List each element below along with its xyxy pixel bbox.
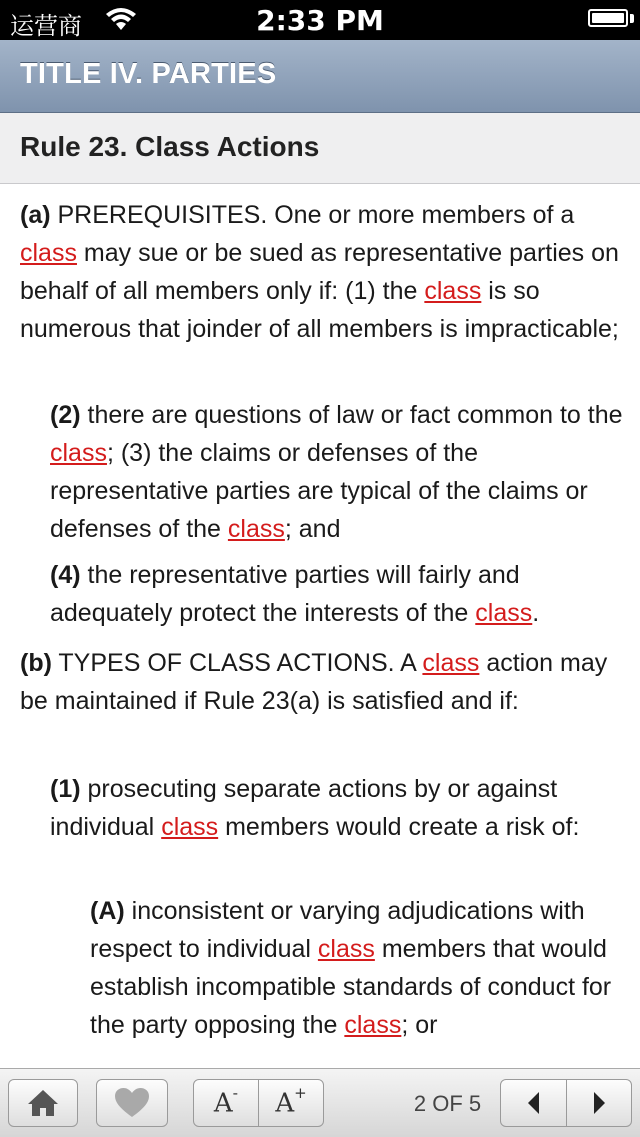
- nav-bar: [0, 40, 640, 113]
- paragraph-text: may sue or be sued as representative parties on behalf of all members only if: (1) the: [20, 239, 619, 305]
- font-increase-icon: A+: [275, 1083, 307, 1119]
- rule-title: Rule 23. Class Actions: [20, 131, 320, 162]
- paragraph-text: .: [532, 599, 540, 627]
- battery-icon: [588, 9, 628, 27]
- paragraph-text: is so numerous that joinder of all members is impracticable;: [20, 277, 619, 343]
- font-increase-button[interactable]: [258, 1079, 324, 1127]
- class-link[interactable]: class: [20, 239, 77, 267]
- paragraph-label: (1): [50, 775, 81, 803]
- paragraph-a: [20, 196, 620, 348]
- paragraph-text: members would create a risk of:: [218, 813, 580, 841]
- paragraph-text: TYPES OF CLASS ACTIONS. A: [51, 649, 423, 677]
- chevron-right-icon: [589, 1090, 609, 1116]
- paragraph-label: (a): [20, 201, 51, 229]
- class-link[interactable]: class: [424, 277, 482, 305]
- class-link[interactable]: class: [475, 599, 533, 627]
- class-link[interactable]: class: [317, 935, 375, 963]
- page-indicator: 2 OF 5: [413, 1091, 482, 1116]
- class-link[interactable]: class: [227, 515, 285, 543]
- heart-icon: [113, 1087, 151, 1119]
- next-page-button[interactable]: [566, 1079, 632, 1127]
- class-link[interactable]: class: [50, 439, 107, 467]
- paragraph-label: (4): [50, 561, 81, 589]
- class-link[interactable]: class: [161, 813, 219, 841]
- status-bar: [0, 0, 640, 40]
- home-icon: [26, 1088, 60, 1118]
- battery-nub: [630, 14, 634, 23]
- chevron-left-icon: [524, 1090, 544, 1116]
- paragraph-text: PREREQUISITES. One or more members of a: [50, 201, 575, 229]
- nav-title: TITLE IV. PARTIES: [20, 58, 277, 90]
- font-decrease-button[interactable]: [193, 1079, 259, 1127]
- carrier-label: 运营商: [10, 12, 82, 40]
- clock: 2:33 PM: [256, 4, 384, 37]
- paragraph-label: (2): [50, 401, 81, 429]
- paragraph-text: there are questions of law or fact common to the: [80, 401, 623, 429]
- home-button[interactable]: [8, 1079, 78, 1127]
- paragraph-text: members that would establish incompatible standards of conduct for the party opposing the: [90, 935, 612, 1039]
- bottom-toolbar: [0, 1068, 640, 1137]
- class-link[interactable]: class: [422, 649, 480, 677]
- paragraph-text: ; and: [284, 515, 341, 543]
- font-decrease-icon: A-: [213, 1083, 239, 1119]
- rule-header: [0, 113, 640, 184]
- paragraph-b: [20, 644, 620, 720]
- paragraph-label: (A): [90, 897, 125, 925]
- paragraph-text: the representative parties will fairly and adequately protect the interests of the: [50, 561, 520, 627]
- paragraph-a2: [50, 396, 625, 548]
- paragraph-a4: [50, 556, 625, 632]
- previous-page-button[interactable]: [500, 1079, 567, 1127]
- paragraph-label: (b): [20, 649, 52, 677]
- paragraph-b1: [50, 770, 610, 846]
- paragraph-b1a: [90, 892, 620, 1044]
- paragraph-text: prosecuting separate actions by or against individual: [50, 775, 558, 841]
- paragraph-text: ; or: [401, 1011, 438, 1039]
- paragraph-text: ; (3) the claims or defenses of the representative parties are typical of the claims or defenses of the: [50, 439, 588, 543]
- rule-content[interactable]: [0, 184, 640, 1068]
- class-link[interactable]: class: [344, 1011, 402, 1039]
- paragraph-text: action may be maintained if Rule 23(a) is satisfied and if:: [20, 649, 608, 715]
- paragraph-text: inconsistent or varying adjudications with respect to individual: [90, 897, 585, 963]
- favorite-button[interactable]: [96, 1079, 168, 1127]
